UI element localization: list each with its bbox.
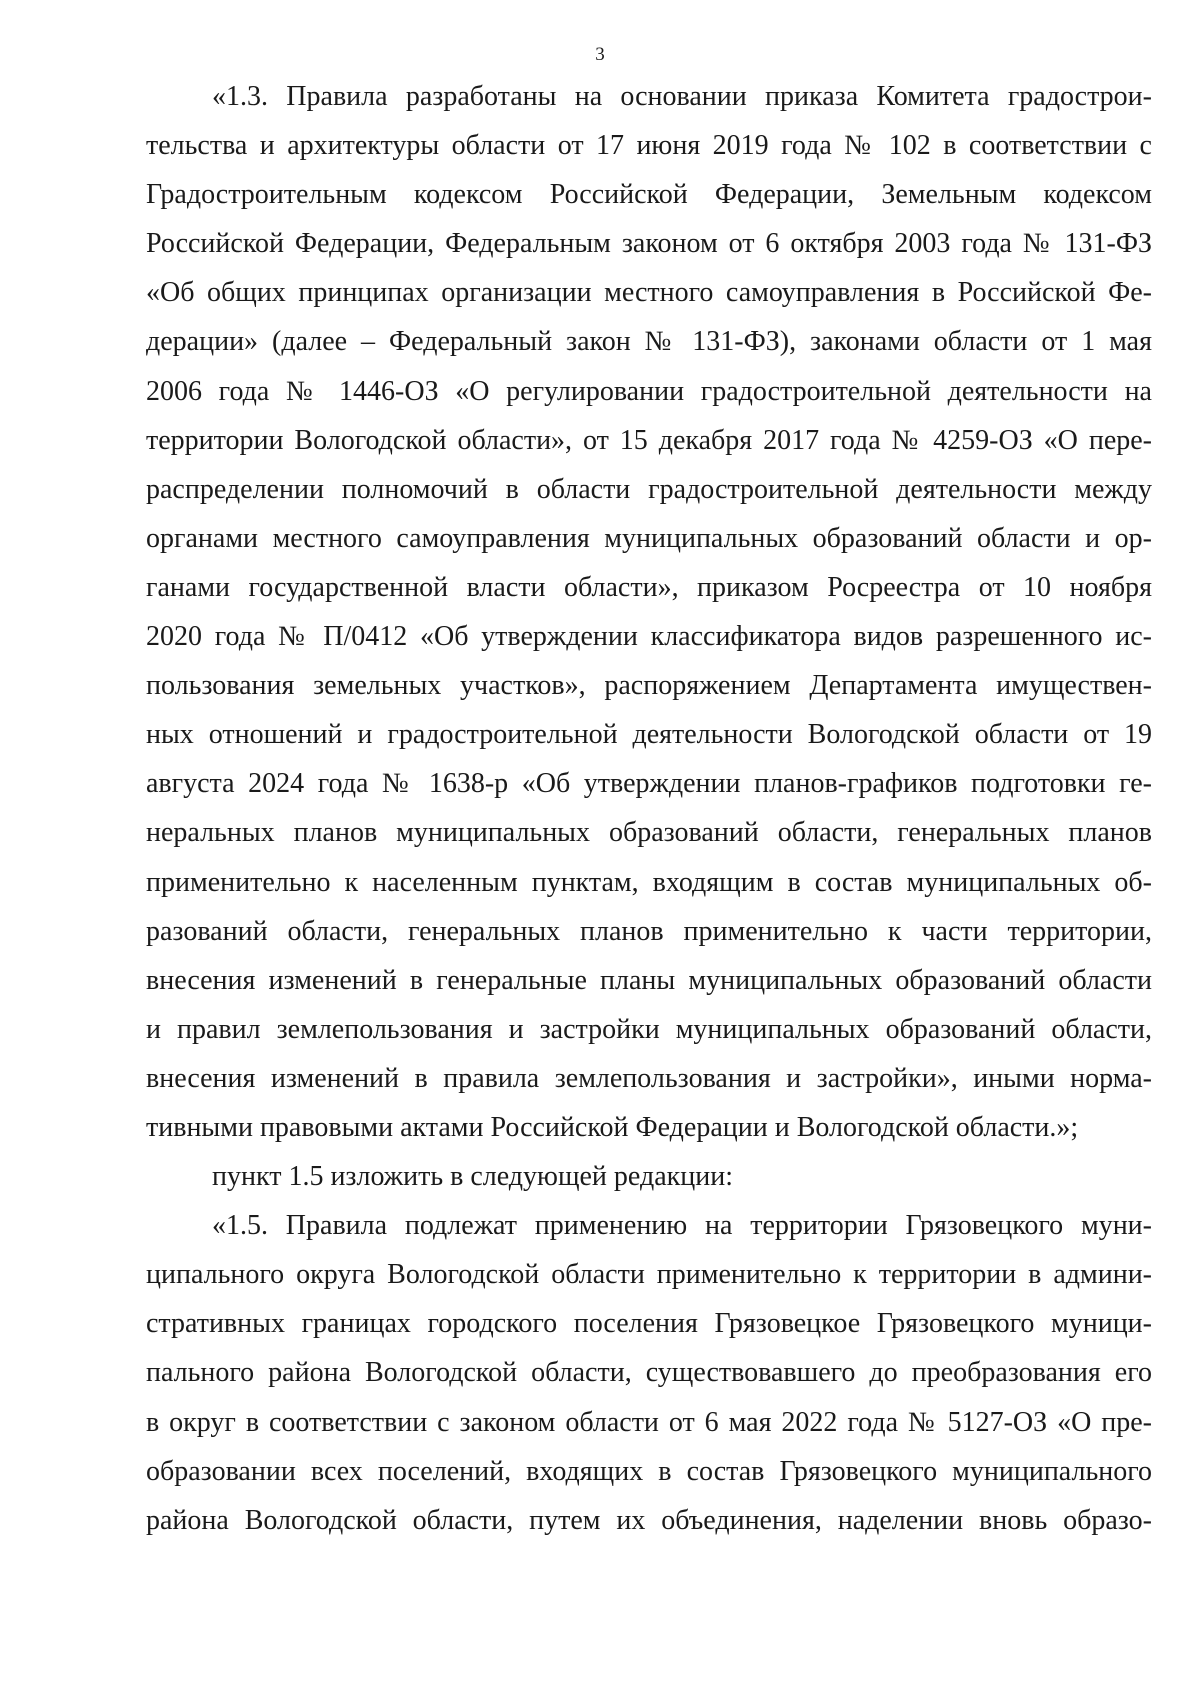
text-line: пального района Вологодской области, существовавшего до преобразования его — [146, 1357, 1152, 1389]
text-line: и правил землепользования и застройки муниципальных образований области, — [146, 1013, 1152, 1045]
text-line: Градостроительным кодексом Российской Федерации, Земельным кодексом — [146, 179, 1152, 211]
text-line: ципального округа Вологодской области применительно к территории в админи- — [146, 1259, 1152, 1291]
text-line: разований области, генеральных планов применительно к части территории, — [146, 915, 1152, 947]
text-line: «Об общих принципах организации местного самоуправления в Российской Фе- — [146, 277, 1152, 309]
text-line: стративных границах городского поселения Грязовецкое Грязовецкого муници- — [146, 1308, 1152, 1340]
text-line: внесения изменений в генеральные планы муниципальных образований области — [146, 964, 1152, 996]
text-line: августа 2024 года № 1638-р «Об утверждении планов-графиков подготовки ге- — [146, 768, 1152, 800]
text-line: района Вологодской области, путем их объединения, наделении вновь образо- — [146, 1504, 1152, 1536]
text-line: пункт 1.5 изложить в следующей редакции: — [212, 1161, 733, 1193]
paragraph-1-3 — [146, 72, 1152, 1152]
text-line: применительно к населенным пунктам, входящим в состав муниципальных об- — [146, 866, 1152, 898]
text-line: ганами государственной власти области», приказом Росреестра от 10 ноября — [146, 571, 1152, 603]
document-body — [146, 72, 1152, 1545]
text-line: в округ в соответствии с законом области от 6 мая 2022 года № 5127-ОЗ «О пре- — [146, 1406, 1152, 1438]
text-line: неральных планов муниципальных образований области, генеральных планов — [146, 817, 1152, 849]
text-line: территории Вологодской области», от 15 декабря 2017 года № 4259-ОЗ «О пере- — [146, 424, 1152, 456]
text-line: образовании всех поселений, входящих в состав Грязовецкого муниципального — [146, 1455, 1152, 1487]
paragraph-1-5 — [146, 1201, 1152, 1545]
text-line: тивными правовыми актами Российской Федерации и Вологодской области.»; — [146, 1111, 1079, 1143]
paragraph-instruction — [146, 1152, 1152, 1201]
text-line: дерации» (далее – Федеральный закон № 131-ФЗ), законами области от 1 мая — [146, 326, 1152, 358]
text-line: 2006 года № 1446-ОЗ «О регулировании градостроительной деятельности на — [146, 375, 1152, 407]
page-number: 3 — [595, 44, 605, 65]
text-line: «1.3. Правила разработаны на основании приказа Комитета градострои- — [212, 81, 1152, 112]
text-line: Российской Федерации, Федеральным законом от 6 октября 2003 года № 131-ФЗ — [146, 228, 1152, 260]
text-line: 2020 года № П/0412 «Об утверждении классификатора видов разрешенного ис- — [146, 621, 1152, 653]
text-line: органами местного самоуправления муниципальных образований области и ор- — [146, 522, 1152, 554]
text-line: тельства и архитектуры области от 17 июня 2019 года № 102 в соответствии с — [146, 130, 1152, 162]
text-line: внесения изменений в правила землепользования и застройки», иными норма- — [146, 1062, 1152, 1094]
text-line: «1.5. Правила подлежат применению на территории Грязовецкого муни- — [212, 1210, 1152, 1242]
text-line: пользования земельных участков», распоряжением Департамента имуществен- — [146, 670, 1152, 702]
text-line: ных отношений и градостроительной деятельности Вологодской области от 19 — [146, 719, 1152, 751]
text-line: распределении полномочий в области градостроительной деятельности между — [146, 473, 1152, 505]
